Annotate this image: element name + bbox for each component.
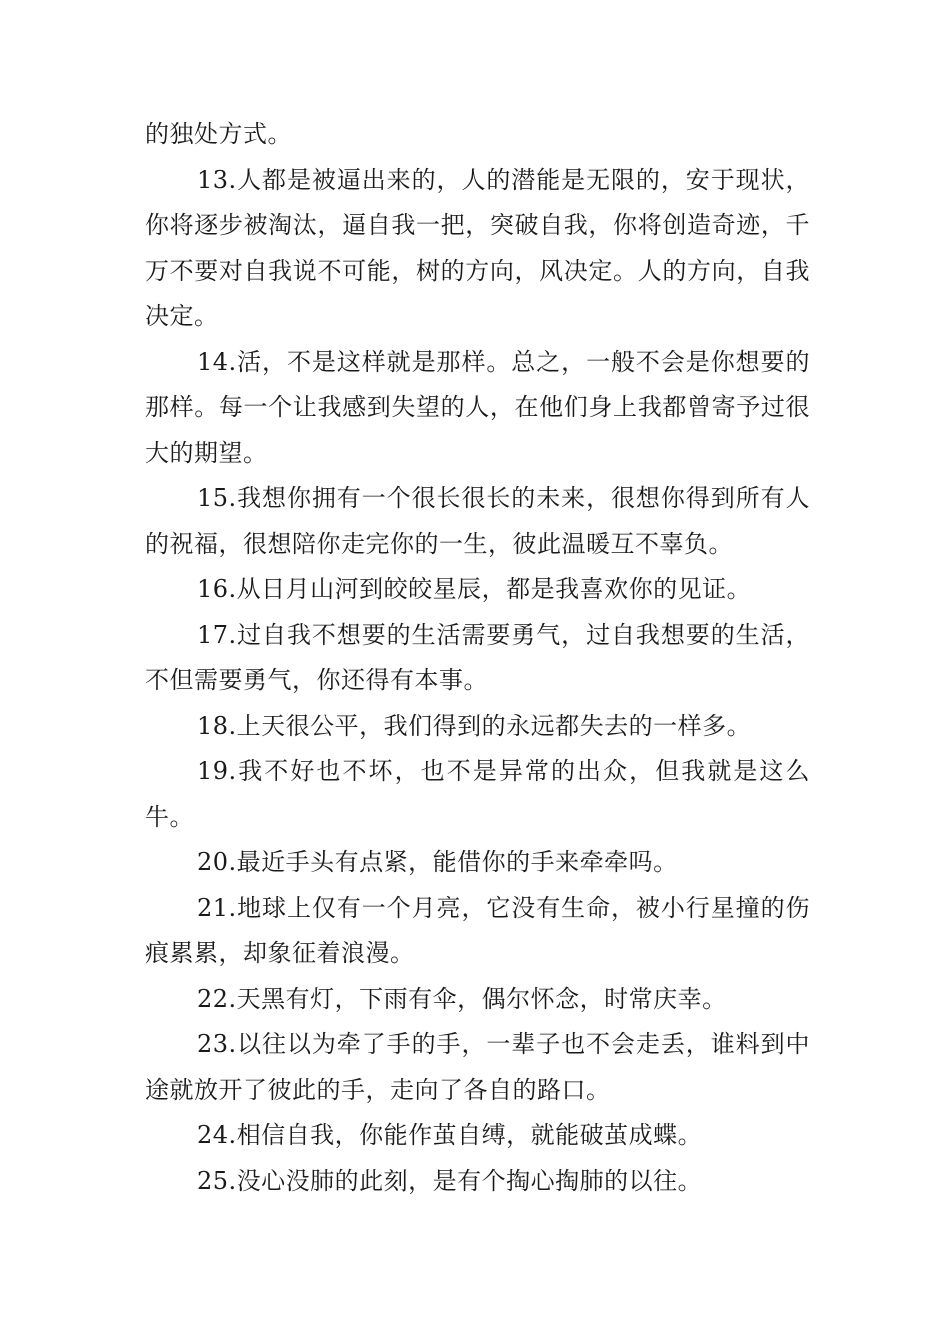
paragraph-item-16: 16.从日月山河到皎皎星辰，都是我喜欢你的见证。 [197,575,752,603]
paragraph-item-25: 25.没心没肺的此刻，是有个掏心掏肺的以往。 [197,1166,703,1195]
paragraph-item-22: 22.天黑有灯，下雨有伞，偶尔怀念，时常庆幸。 [197,984,727,1013]
paragraph-item-14: 14.活，不是这样就是那样。总之，一般不会是你想要的那样。每一个让我感到失望的人，在他们身上我都曾寄予过很大的期望。 [145,347,810,467]
paragraph-continuation: 的独处方式。 [145,120,292,148]
paragraph-item-15: 15.我想你拥有一个很长很长的未来，很想你得到所有人的祝福，很想陪你走完你的一生，彼此温暖互不辜负。 [145,484,810,558]
paragraph-item-13: 13.人都是被逼出来的，人的潜能是无限的，安于现状，你将逐步被淘汰，逼自我一把，突破自我，你将创造奇迹，千万不要对自我说不可能，树的方向，风决定。人的方向，自我决定。 [145,165,810,330]
paragraph-item-23: 23.以往以为牵了手的手，一辈子也不会走丢，谁料到中途就放开了彼此的手，走向了各自的路口。 [145,1030,810,1104]
paragraph-item-17: 17.过自我不想要的生活需要勇气，过自我想要的生活，不但需要勇气，你还得有本事。 [145,620,810,694]
document-body [145,112,810,1204]
paragraph-item-20: 20.最近手头有点紧，能借你的手来牵牵吗。 [197,848,678,876]
paragraph-item-19: 19.我不好也不坏，也不是异常的出众，但我就是这么牛。 [145,757,810,831]
paragraph-item-21: 21.地球上仅有一个月亮，它没有生命，被小行星撞的伤痕累累，却象征着浪漫。 [145,893,810,967]
paragraph-item-24: 24.相信自我，你能作茧自缚，就能破茧成蝶。 [197,1121,703,1149]
paragraph-item-18: 18.上天很公平，我们得到的永远都失去的一样多。 [197,711,752,740]
